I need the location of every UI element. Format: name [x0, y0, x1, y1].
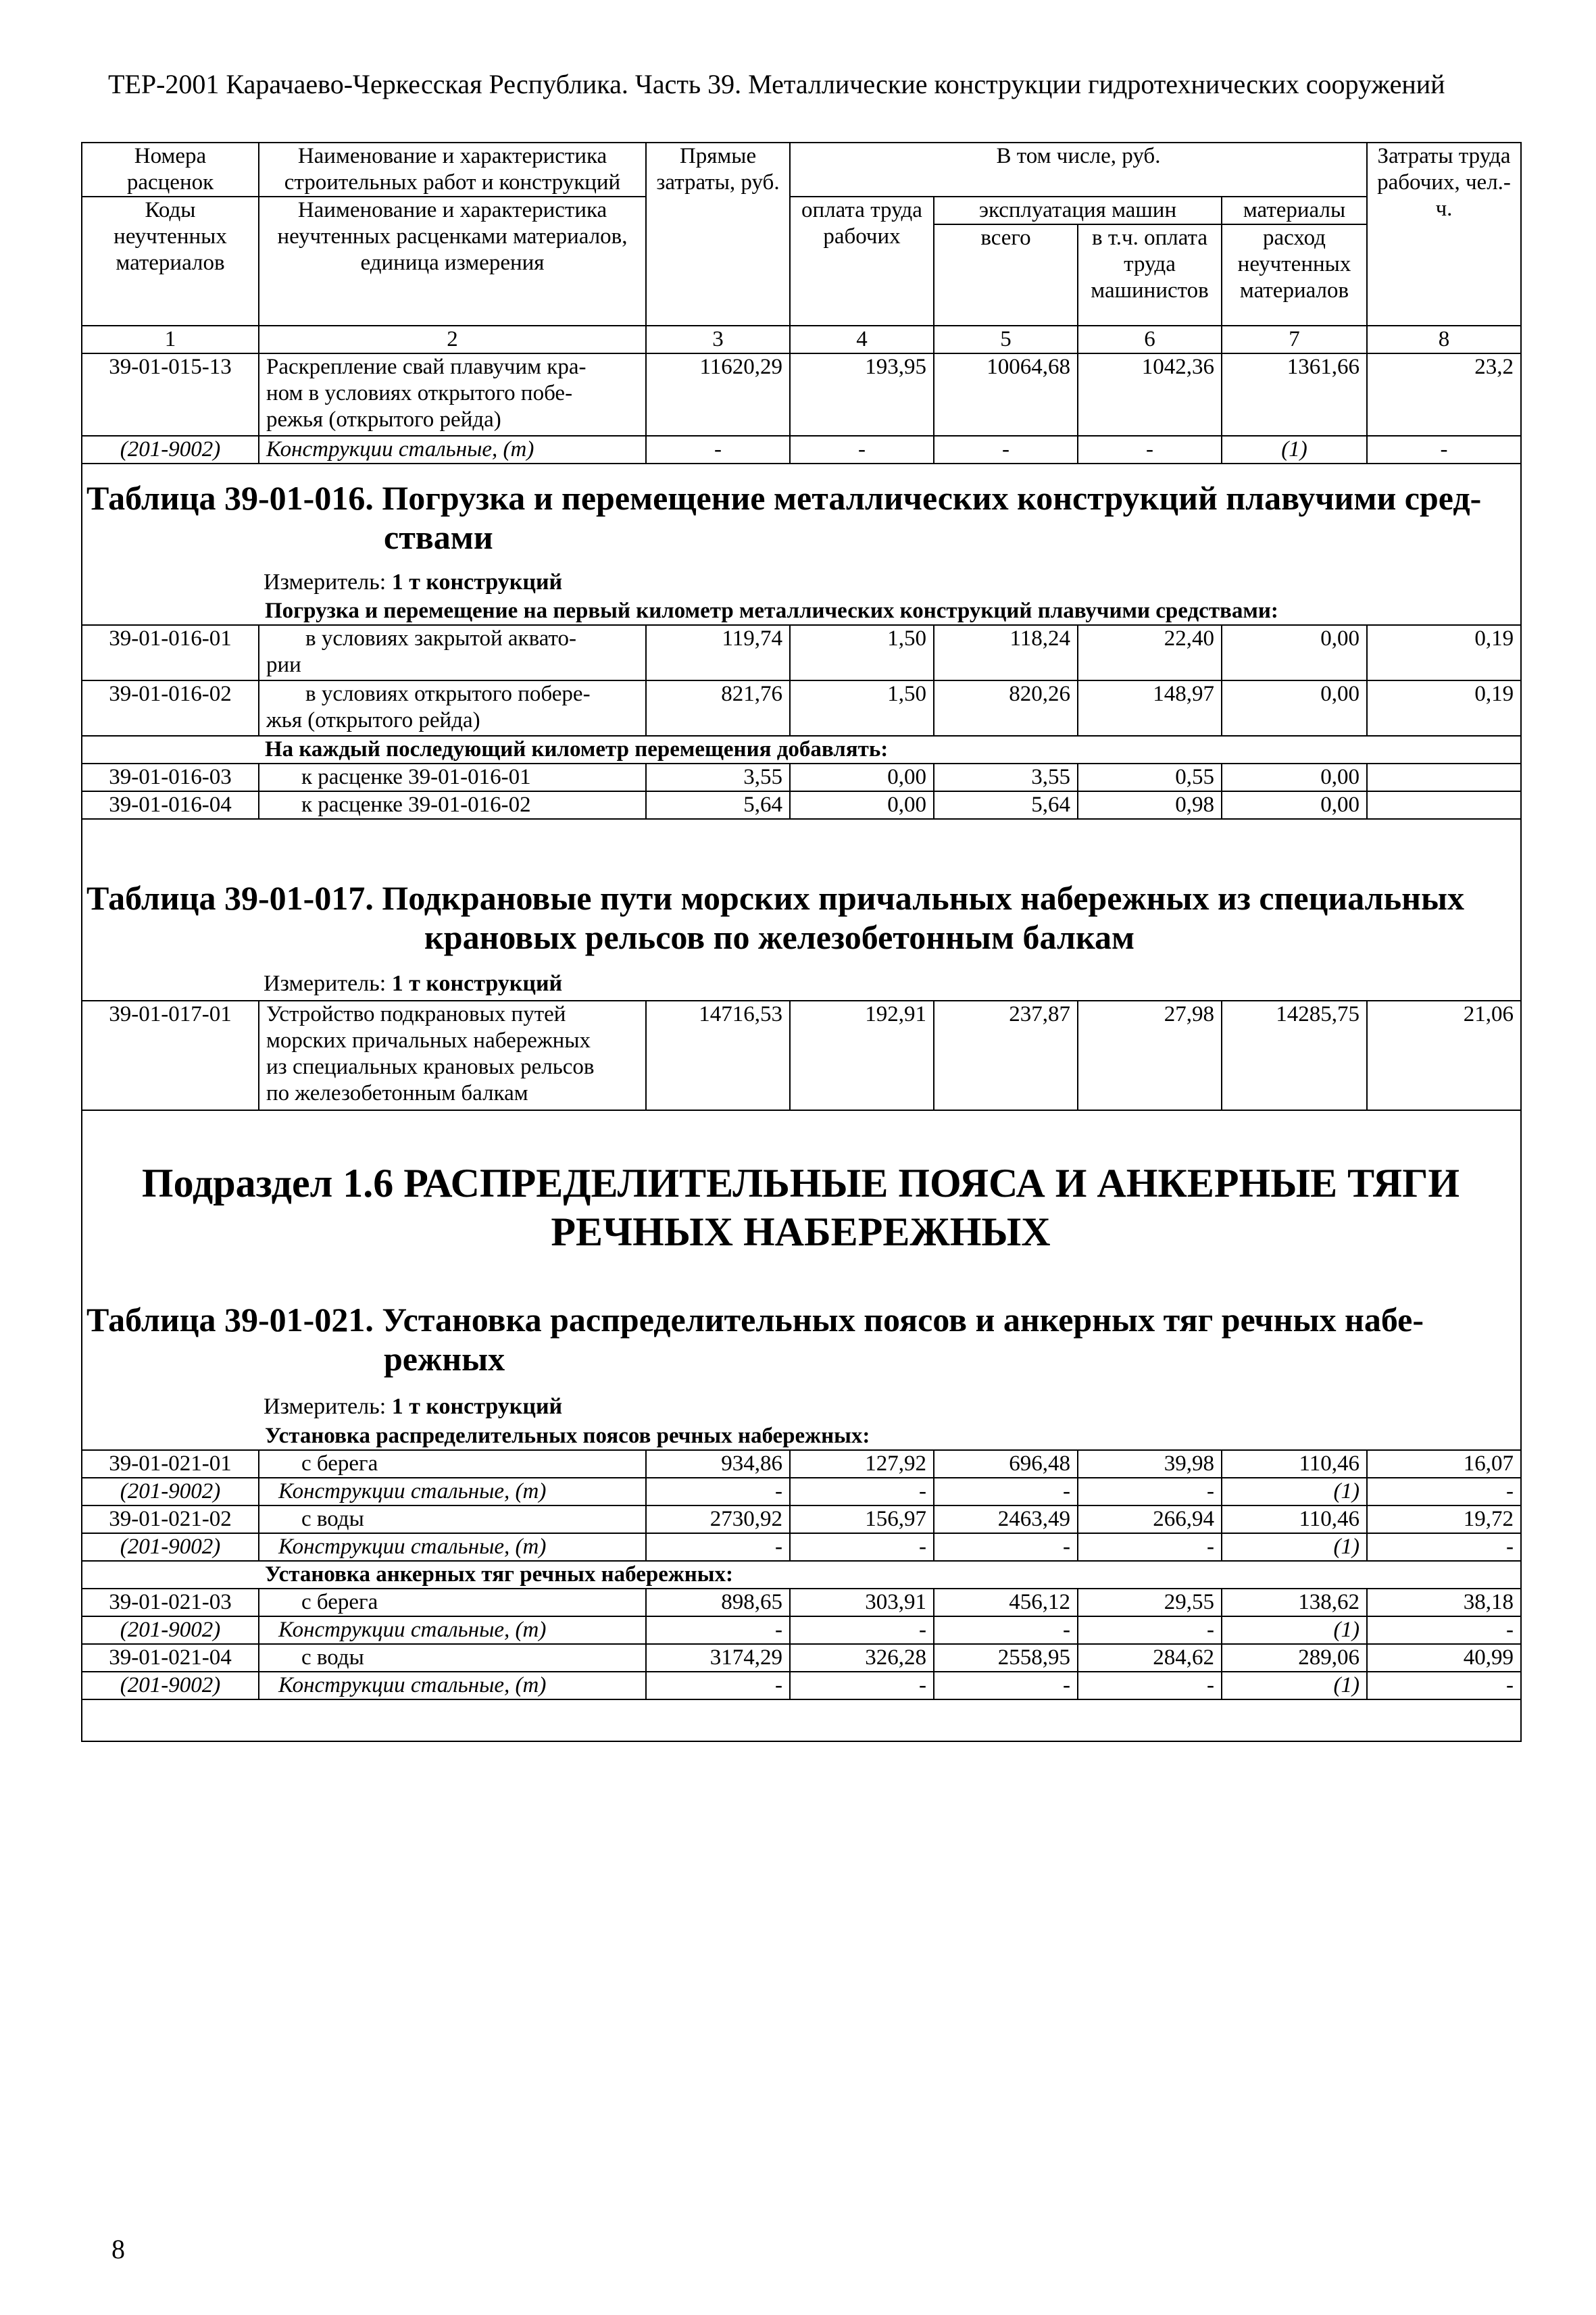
rate-name: с берега: [259, 1450, 646, 1478]
dash: -: [646, 1672, 790, 1699]
page-header: ТЕР-2001 Карачаево-Черкесская Республика. Часть 39. Металлические конструкции гидротехнических сооружений: [108, 69, 1445, 99]
labor-pay: 0,00: [790, 791, 934, 819]
table-021-title: [86, 1300, 1424, 1378]
col-number: 6: [1078, 326, 1222, 353]
table-title-line: режных: [384, 1340, 505, 1378]
dash: -: [646, 1533, 790, 1561]
col-direct-costs-header: Прямые затраты, руб.: [646, 143, 790, 326]
dash: -: [934, 1478, 1078, 1505]
meter-label: Измеритель:: [264, 971, 386, 996]
table-017-title: [86, 878, 1464, 957]
machines-total: 2463,49: [934, 1505, 1078, 1533]
labor-pay: 156,97: [790, 1505, 934, 1533]
materials: 289,06: [1222, 1644, 1367, 1672]
material-quantity: (1): [1222, 1616, 1367, 1644]
labor-pay: 127,92: [790, 1450, 934, 1478]
labor-hours: 0,19: [1367, 625, 1521, 680]
machines-total: 3,55: [934, 764, 1078, 791]
direct-costs: 3174,29: [646, 1644, 790, 1672]
col-number: 4: [790, 326, 934, 353]
rate-name: [259, 353, 646, 436]
machines-total: 820,26: [934, 680, 1078, 736]
col-rate-numbers-header: Номера расценок: [82, 143, 259, 197]
dash: -: [934, 436, 1078, 464]
materials: 110,46: [1222, 1505, 1367, 1533]
material-row: [82, 1616, 1521, 1644]
dash: -: [790, 1672, 934, 1699]
material-code: (201-9002): [82, 1478, 259, 1505]
table-title-line: Таблица 39-01-021. Установка распределительных поясов и анкерных тяг речных набе-: [86, 1301, 1424, 1339]
rate-code: 39-01-016-04: [82, 791, 259, 819]
materials: 110,46: [1222, 1450, 1367, 1478]
machinist-pay: 0,55: [1078, 764, 1222, 791]
table-title-line: ствами: [384, 518, 493, 556]
dash: -: [1367, 1672, 1521, 1699]
labor-pay: 1,50: [790, 680, 934, 736]
table-row: [82, 1001, 1521, 1110]
rate-code: 39-01-016-03: [82, 764, 259, 791]
rate-name-line: из специальных крановых рельсов: [266, 1055, 595, 1079]
subheader: Установка анкерных тяг речных набережных:: [82, 1561, 1521, 1589]
machines-total: 10064,68: [934, 353, 1078, 436]
col-material-codes-header: Коды неучтенных материалов: [82, 197, 259, 326]
dash: -: [1078, 1533, 1222, 1561]
col-labor-pay-header: оплата труда рабочих: [790, 197, 934, 326]
section-title: [81, 1159, 1520, 1256]
labor-hours-empty: [1367, 791, 1521, 819]
labor-pay: 193,95: [790, 353, 934, 436]
dash: -: [1078, 1478, 1222, 1505]
dash: -: [1078, 436, 1222, 464]
material-row: [82, 1533, 1521, 1561]
machinist-pay: 284,62: [1078, 1644, 1222, 1672]
material-code: (201-9002): [82, 436, 259, 464]
table-row: [82, 1505, 1521, 1533]
table-021-meter: [264, 1393, 562, 1420]
dash: -: [1367, 1478, 1521, 1505]
col-number: 1: [82, 326, 259, 353]
dash: -: [646, 1478, 790, 1505]
table-row: [82, 353, 1521, 436]
rate-name-line: Раскрепление свай плавучим кра-: [266, 355, 587, 379]
rate-name: с воды: [259, 1644, 646, 1672]
material-name: Конструкции стальные, (т): [259, 1672, 646, 1699]
col-machines-total-header: всего: [934, 224, 1078, 326]
table-title-line: Таблица 39-01-016. Погрузка и перемещение металлических конструкций плавучими сред-: [86, 479, 1482, 517]
dash: -: [790, 1533, 934, 1561]
rate-name: с воды: [259, 1505, 646, 1533]
labor-hours: 23,2: [1367, 353, 1521, 436]
direct-costs: 821,76: [646, 680, 790, 736]
material-quantity: (1): [1222, 1533, 1367, 1561]
table-row: [82, 1644, 1521, 1672]
meter-label: Измеритель:: [264, 1394, 386, 1419]
subheader: На каждый последующий километр перемещения добавлять:: [82, 736, 1521, 764]
material-quantity: (1): [1222, 436, 1367, 464]
dash: -: [934, 1672, 1078, 1699]
rate-name: к расценке 39-01-016-01: [259, 764, 646, 791]
materials: 1361,66: [1222, 353, 1367, 436]
machines-total: 456,12: [934, 1589, 1078, 1616]
col-number: 8: [1367, 326, 1521, 353]
machinist-pay: 39,98: [1078, 1450, 1222, 1478]
subheader: Установка распределительных поясов речных набережных:: [82, 1423, 1521, 1450]
direct-costs: 11620,29: [646, 353, 790, 436]
rate-code: 39-01-021-03: [82, 1589, 259, 1616]
direct-costs: 3,55: [646, 764, 790, 791]
dash: -: [646, 436, 790, 464]
materials: 0,00: [1222, 764, 1367, 791]
dash: -: [790, 1478, 934, 1505]
rate-name: [259, 680, 646, 736]
machines-total: 5,64: [934, 791, 1078, 819]
meter-value: 1 т конструкций: [391, 570, 563, 595]
meter-value: 1 т конструкций: [391, 971, 563, 996]
table-title-line: крановых рельсов по железобетонным балкам: [424, 918, 1135, 956]
table-row: [82, 625, 1521, 680]
labor-pay: 303,91: [790, 1589, 934, 1616]
labor-hours: 40,99: [1367, 1644, 1521, 1672]
material-row: [82, 1478, 1521, 1505]
machinist-pay: 27,98: [1078, 1001, 1222, 1110]
dash: -: [790, 1616, 934, 1644]
table-017-meter: [264, 970, 562, 997]
table-row: [82, 680, 1521, 736]
materials: 14285,75: [1222, 1001, 1367, 1110]
machines-header: эксплуатация машин: [934, 197, 1222, 224]
meter-value: 1 т конструкций: [391, 1394, 563, 1419]
col-material-name-header: Наименование и характеристика неучтенных расценками материалов, единица измерения: [259, 197, 646, 326]
machinist-pay: 0,98: [1078, 791, 1222, 819]
incl-header: В том числе, руб.: [790, 143, 1367, 197]
machines-total: 237,87: [934, 1001, 1078, 1110]
material-code: (201-9002): [82, 1616, 259, 1644]
labor-pay: 0,00: [790, 764, 934, 791]
col-work-name-header: Наименование и характеристика строительных работ и конструкций: [259, 143, 646, 197]
rate-name: к расценке 39-01-016-02: [259, 791, 646, 819]
col-machinist-pay-header: в т.ч. оплата труда машинистов: [1078, 224, 1222, 326]
rate-code: 39-01-015-13: [82, 353, 259, 436]
direct-costs: 14716,53: [646, 1001, 790, 1110]
dash: -: [646, 1616, 790, 1644]
rate-name-line: режья (открытого рейда): [266, 407, 501, 432]
table-row: [82, 791, 1521, 819]
labor-hours-empty: [1367, 764, 1521, 791]
col-number: 2: [259, 326, 646, 353]
material-name: Конструкции стальные, (т): [259, 1533, 646, 1561]
col-number: 7: [1222, 326, 1367, 353]
materials-header: материалы: [1222, 197, 1367, 224]
subheader: Погрузка и перемещение на первый километр металлических конструкций плавучими средствами:: [82, 598, 1521, 625]
rate-name-line: в условиях открытого побере-: [305, 682, 591, 706]
table-title-line: Таблица 39-01-017. Подкрановые пути морских причальных набережных из специальных: [86, 879, 1465, 917]
materials: 0,00: [1222, 680, 1367, 736]
machines-total: 696,48: [934, 1450, 1078, 1478]
col-labor-hours-header: Затраты труда рабочих, чел.-ч.: [1367, 143, 1521, 326]
direct-costs: 5,64: [646, 791, 790, 819]
material-row: [82, 436, 1521, 464]
machinist-pay: 1042,36: [1078, 353, 1222, 436]
labor-hours: 21,06: [1367, 1001, 1521, 1110]
table-row: [82, 1450, 1521, 1478]
materials: 0,00: [1222, 791, 1367, 819]
table-017: [81, 1000, 1522, 1111]
labor-pay: 326,28: [790, 1644, 934, 1672]
rate-name-line: рии: [266, 653, 301, 677]
dash: -: [934, 1533, 1078, 1561]
rates-table-header: [81, 142, 1522, 464]
rate-name-line: морских причальных набережных: [266, 1028, 591, 1053]
machines-total: 118,24: [934, 625, 1078, 680]
material-quantity: (1): [1222, 1672, 1367, 1699]
material-code: (201-9002): [82, 1533, 259, 1561]
labor-hours: 0,19: [1367, 680, 1521, 736]
material-code: (201-9002): [82, 1672, 259, 1699]
table-row: [82, 1589, 1521, 1616]
dash: -: [1367, 436, 1521, 464]
rate-code: 39-01-016-02: [82, 680, 259, 736]
table-021: [81, 1423, 1522, 1700]
rate-code: 39-01-021-04: [82, 1644, 259, 1672]
rate-code: 39-01-021-02: [82, 1505, 259, 1533]
direct-costs: 934,86: [646, 1450, 790, 1478]
rate-name: [259, 1001, 646, 1110]
material-name: Конструкции стальные, (т): [259, 436, 646, 464]
labor-hours: 19,72: [1367, 1505, 1521, 1533]
machines-total: 2558,95: [934, 1644, 1078, 1672]
dash: -: [1367, 1533, 1521, 1561]
material-quantity: (1): [1222, 1478, 1367, 1505]
rate-code: 39-01-017-01: [82, 1001, 259, 1110]
labor-pay: 192,91: [790, 1001, 934, 1110]
machinist-pay: 266,94: [1078, 1505, 1222, 1533]
labor-pay: 1,50: [790, 625, 934, 680]
dash: -: [790, 436, 934, 464]
material-name: Конструкции стальные, (т): [259, 1616, 646, 1644]
rate-name: [259, 625, 646, 680]
table-016: [81, 598, 1522, 820]
dash: -: [1367, 1616, 1521, 1644]
meter-label: Измеритель:: [264, 570, 386, 595]
rate-name: с берега: [259, 1589, 646, 1616]
materials: 138,62: [1222, 1589, 1367, 1616]
table-016-title: [86, 478, 1481, 557]
table-016-meter: [264, 569, 562, 596]
material-name: Конструкции стальные, (т): [259, 1478, 646, 1505]
table-row: [82, 764, 1521, 791]
rate-name-line: ном в условиях открытого побе-: [266, 381, 573, 405]
labor-hours: 38,18: [1367, 1589, 1521, 1616]
direct-costs: 2730,92: [646, 1505, 790, 1533]
rate-name-line: жья (открытого рейда): [266, 708, 480, 732]
rate-code: 39-01-021-01: [82, 1450, 259, 1478]
direct-costs: 119,74: [646, 625, 790, 680]
machinist-pay: 148,97: [1078, 680, 1222, 736]
rate-name-line: по железобетонным балкам: [266, 1081, 528, 1105]
labor-hours: 16,07: [1367, 1450, 1521, 1478]
dash: -: [1078, 1672, 1222, 1699]
material-row: [82, 1672, 1521, 1699]
col-material-usage-header: расход неучтенных материалов: [1222, 224, 1367, 326]
materials: 0,00: [1222, 625, 1367, 680]
section-title-line: Подраздел 1.6 РАСПРЕДЕЛИТЕЛЬНЫЕ ПОЯСА И АНКЕРНЫЕ ТЯГИ: [141, 1161, 1460, 1205]
direct-costs: 898,65: [646, 1589, 790, 1616]
col-number: 5: [934, 326, 1078, 353]
section-title-line: РЕЧНЫХ НАБЕРЕЖНЫХ: [551, 1210, 1051, 1254]
machinist-pay: 22,40: [1078, 625, 1222, 680]
page-number: 8: [111, 2234, 125, 2264]
dash: -: [934, 1616, 1078, 1644]
rate-name-line: в условиях закрытой аквато-: [305, 626, 576, 651]
machinist-pay: 29,55: [1078, 1589, 1222, 1616]
rate-name-line: Устройство подкрановых путей: [266, 1002, 566, 1026]
dash: -: [1078, 1616, 1222, 1644]
rate-code: 39-01-016-01: [82, 625, 259, 680]
col-number: 3: [646, 326, 790, 353]
